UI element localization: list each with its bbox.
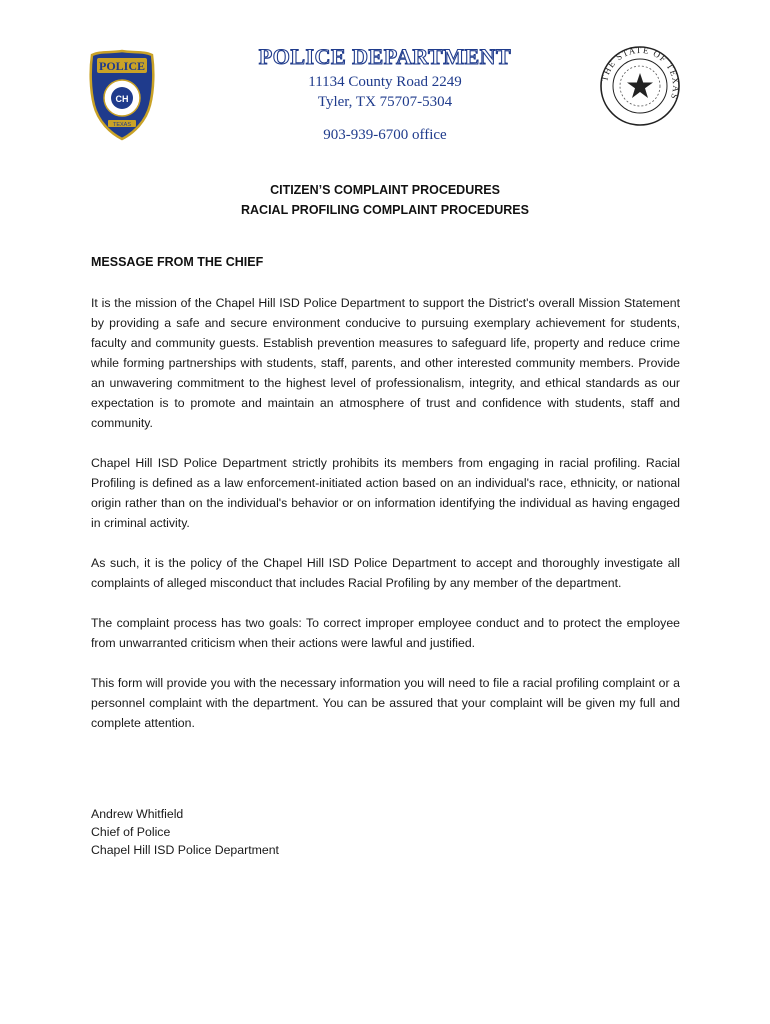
office-phone: 903-939-6700 office (323, 127, 447, 143)
svg-text:TEXAS: TEXAS (112, 122, 132, 128)
department-title: POLICE DEPARTMENT (258, 44, 512, 69)
racial-profiling-heading: RACIAL PROFILING COMPLAINT PROCEDURES (241, 203, 529, 217)
svg-text:POLICE: POLICE (98, 59, 146, 73)
state-seal-icon (599, 45, 681, 127)
chief-name: Andrew Whitfield (91, 807, 184, 821)
address-line-2: Tyler, TX 75707-5304 (317, 94, 453, 110)
address-line-1: 11134 County Road 2249 (308, 74, 462, 90)
signature-block (91, 805, 279, 859)
section-title: MESSAGE FROM THE CHIEF (91, 255, 264, 269)
svg-text:THE STATE OF TEXAS: THE STATE OF TEXAS (599, 45, 681, 102)
policy-paragraph: As such, it is the policy of the Chapel Hill ISD Police Department to accept and thoroughly investigate all complaints of alleged misconduct that includes Racial Profiling by any member of the department. (91, 556, 680, 590)
police-badge-icon (88, 49, 156, 141)
chief-department: Chapel Hill ISD Police Department (91, 843, 279, 857)
form-purpose-paragraph: This form will provide you with the necessary information you will need to file a racial profiling complaint or a personnel complaint with the department. You can be assured that your complaint will be given my full and complete attention. (91, 676, 680, 730)
procedures-heading: CITIZEN’S COMPLAINT PROCEDURES (270, 183, 500, 197)
racial-profiling-paragraph: Chapel Hill ISD Police Department strictly prohibits its members from engaging in racial profiling. Racial Profiling is defined as a law enforcement-initiated action based on an individual's race, ethnicity, or national origin rather than on the individual's behavior or on information identifying the individual as having engaged in criminal activity. (91, 456, 680, 530)
chief-title: Chief of Police (91, 825, 171, 839)
svg-text:CH: CH (115, 94, 129, 104)
mission-paragraph: It is the mission of the Chapel Hill ISD Police Department to support the District's overall Mission Statement by providing a safe and secure environment conducive to pursuing exemplary achievement for students, faculty and community guests. Establish prevention measures to safeguard life, property and reduce crime while forming partnerships with students, staff, parents, and other interested community members. Provide an unwavering commitment to the highest level of professionalism, integrity, and ethical standards as our expectation is to promote and maintain an atmosphere of trust and confidence with students, staff and community. (91, 296, 680, 430)
complaint-goals-paragraph: The complaint process has two goals: To correct improper employee conduct and to protect the employee from unwarranted criticism when their actions were lawful and justified. (91, 616, 680, 650)
